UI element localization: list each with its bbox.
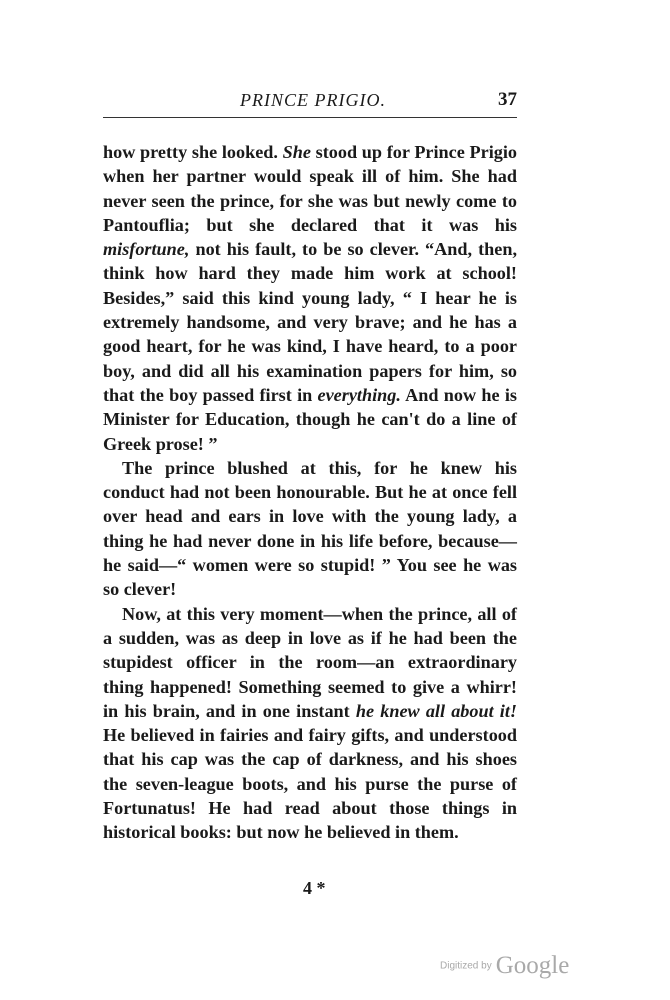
header-rule: [103, 117, 517, 118]
text-run: not his fault, to be so clever. “And, then, think how hard they made him work at school! Besides,” said this kind young lady, “ I hear he is extremely handsome, and very brave; and he has a good heart, for he was kind, I have heard, to a poor boy, and did all his examination papers for him, so that the boy passed first in: [103, 239, 517, 405]
signature-mark: 4 *: [303, 878, 326, 898]
italic-text: She: [282, 142, 311, 162]
italic-text: he knew all about it!: [355, 700, 517, 721]
italic-text: misfortune,: [103, 239, 190, 260]
body-text: [103, 140, 517, 845]
text-run: He believed in fairies and fairy gifts, and understood that his cap was the cap of darkness, and his shoes the seven-league boots, and his purse the purse of Fortunatus! He had read about those things in historical books: but now he believed in them.: [103, 725, 517, 843]
page-number: 37: [498, 89, 517, 110]
text-run: stood up for Prince Prigio when her partner would speak ill of him. She had never seen the prince, for she was but newly come to Pantouflia; but she declared that it was his: [103, 142, 517, 235]
watermark-prefix: Digitized by: [440, 960, 492, 972]
text-run: how pretty she looked.: [103, 142, 283, 162]
running-title: PRINCE PRIGIO.: [240, 90, 386, 110]
watermark-brand: Google: [495, 952, 570, 979]
paragraph: [103, 140, 517, 456]
text-run: And now he is Minister for Education, though he can't do a line of Greek prose! ”: [103, 384, 517, 454]
text-run: Now, at this very moment—when the prince, all of a sudden, was as deep in love as if he had been the stupidest officer in the room—an extraordinary thing happened! Something seemed to give a whirr! in his brain, and in one instant: [103, 603, 517, 721]
paragraph: [103, 456, 517, 602]
running-header: [103, 86, 517, 120]
text-run: The prince blushed at this, for he knew his conduct had not been honourable. But he at once fell over head and ears in love with the young lady, a thing he had never done in his life before, because—he said—“ women were so stupid! ” You see he was so clever!: [103, 457, 517, 600]
paragraph: [103, 602, 517, 845]
italic-text: everything.: [317, 384, 401, 405]
digitized-watermark: [440, 952, 569, 980]
